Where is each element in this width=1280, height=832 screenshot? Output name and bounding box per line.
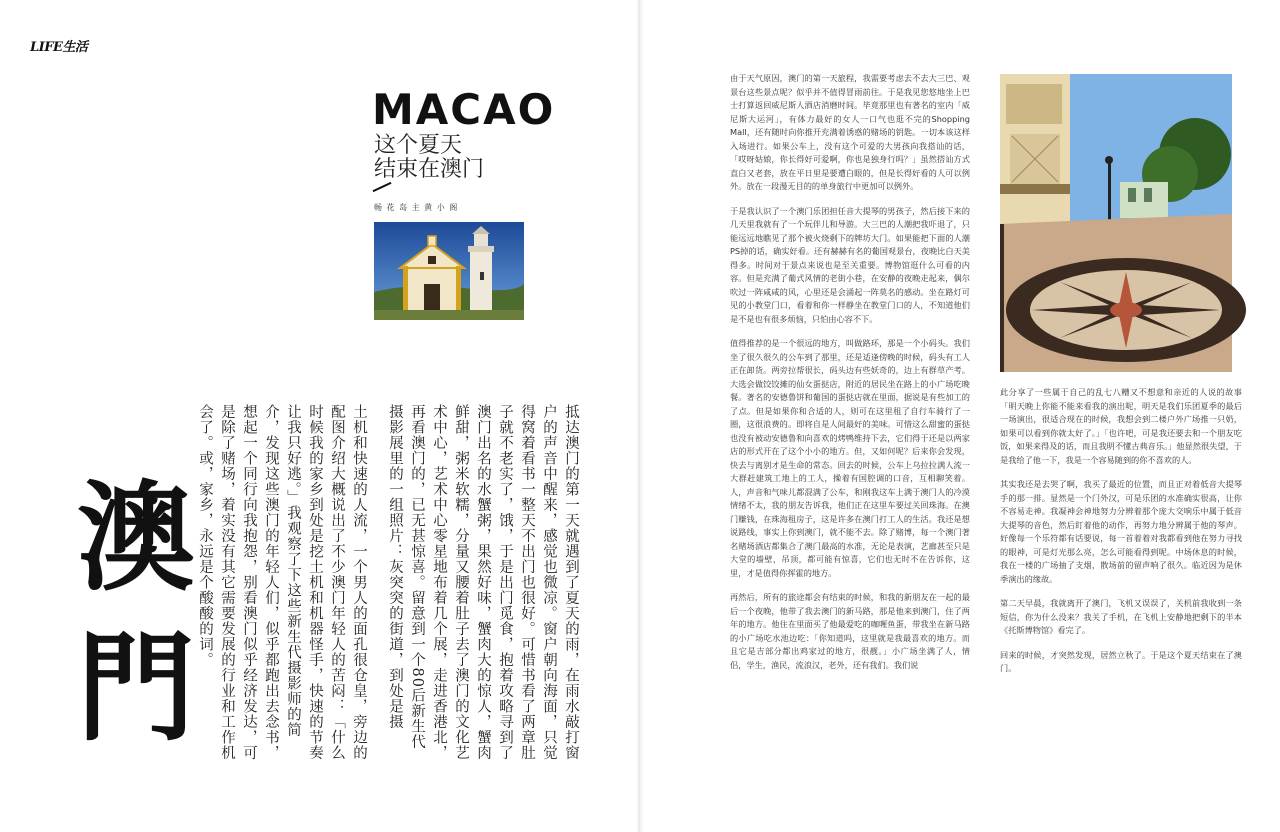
col1-paragraph-4: 再然后，所有的旅途都会有结束的时候，和我的新朋友在一起的最后一个夜晚，他带了我去澳门的新马路，那是他来到澳门，住了两年的地方。他住在里面买了他最爱吃的咖喱鱼蛋，带我坐在新马路的小广场吃水池边吃：「你知道吗，这里就是我最喜欢的地方。而且它是吉部分都出鸡家过的地方，很靓。」小广场坐满了人，情侣，学生，渔民，流浪汉，老外，还有我们。我们说	[730, 592, 970, 670]
col1-paragraph-2: 于是我认识了一个澳门乐团担任音大提琴的男孩子，然后接下来的几天里我就有了一个玩伴儿和导游。大三巴的人潮把我吓退了，只能远远地瞧见了那个被火烧剩下的牌坊大门。如果能把下面的人潮PS掉的话，确实好看。还有赫赫有名的葡国观景台，夜晚比白天美得多。时间对于景点来说也是至关重要。博物馆逛什么可看的内容。但是充满了葡式风情的老街小巷，在安静的夜晚走起来，偶尔吹过一阵咸咸的风，心里还是会涌起一阵莫名的感动。坐在路灯可见的小教堂门口，看着和你一样静坐在教堂门口的人，不知道他们是不是也有很多烦恼，只怕由心容不下。	[730, 205, 970, 324]
brand-logo: LIFE生活	[30, 40, 88, 55]
title-chinese	[374, 134, 484, 182]
article-column-2	[1000, 386, 1242, 806]
col1-paragraph-1: 由于天气原因，澳门的第一天旅程，我需要考虑去不去大三巴、观景台这些景点呢？似乎并不值得冒雨前往。于是我见您悠地坐上巴士打算返回威尼斯人酒店消磨时间。毕竟那里也有著名的室内「威尼斯大运河」，有体力最好的女人一口气也逛不完的Shopping Mall，还有随时向你推开充满着诱惑的赌场的钥匙。一切本该这样入场进行。如果公车上，没有这个可爱的大男孩向我搭讪的话，「哎呀姑娘，你长得好可爱啊，你也是独身行吗？」虽然搭讪方式直白又老套，放在平日里是要遭白眼的，但是长得好看的人可以例外。放在一段漫无目的的单身旅行中更加可以例外。	[730, 73, 970, 191]
calligraphy-macau	[66, 468, 206, 768]
title-line-1: 这个夏天	[374, 133, 463, 158]
col2-paragraph-3: 第二天早晨，我就离开了澳门，飞机又误误了，关机前我收到一条短信，你为什么没来？我关了手机，在飞机上安静地把剩下的半本《托斯博物馆》看完了。	[1000, 598, 1242, 635]
calligraphy-char-1: 澳	[76, 468, 195, 607]
vertical-intro-text	[197, 404, 582, 764]
article-column-1	[730, 72, 970, 812]
col2-paragraph-1: 此分享了一些属于自己的乱七八糟又不想意和亲近的人说的故事「明天晚上你能不能来看我的演出呢，明天是我们乐团夏季的最后一场演出，很适合现在的时候，我想会到二楼户外广场推一只奶，如果可以看到你就太好了。」「也许吧，可是我还要去和一个朋友吃饭，如果来得及的话，而且我明不懂古典音乐。」他显然很失望，于是我给了他一下，我是一个容易随到的你不喜欢的人。	[1000, 387, 1242, 465]
col2-paragraph-4: 回来的时候，才突然发现，居然立秋了。于是这个夏天结束在了澳门。	[1000, 649, 1242, 673]
vertical-paragraph-1: 抵达澳门的第一天就遇到了夏天的雨，在雨水敲打窗户的声音中醒来，感觉也微凉。窗户朝向海面，只觉得窝着看书一整天不出门也很好。可惜书看了两章肚子就不老实了，饿，于是出门觅食，抱着攻略寻到了澳门出名的水蟹粥，果然好味，蟹肉大的惊人，蟹肉鲜甜，粥米软糯，分量又腰着肚子去了澳门的文化艺术中心，艺术中心零星地布着几个展，走进香港北，再看澳门的，已无甚惊喜。留意到一个80后新生代摄影展里的一组照片：灰突突的街道，到处是摄	[387, 404, 579, 761]
mosaic-street-photo	[1000, 74, 1232, 372]
chapel-lighthouse-photo	[374, 222, 524, 320]
right-page	[640, 0, 1280, 832]
col2-paragraph-2: 其实我还是去哭了啊，我买了最近的位置，而且正对着低音大提琴手的那一排。显然是一个门外汉，可是乐团的水准确实很高，让你不容易走神。我凝神会神地努力分辨着那个庞大交响乐中属于低音大提琴的音色，然后盯着他的动作，再努力地分辨属于他的琴声。好像每一个乐符都有话要说，每一首着着对我都看到他在努力寻找的眼神，可是灯光那么亮，怎么可能看得到呢。中场休息的时候，我在一楼的广场抽了支烟，散场前的留声响了很久。临近因为是休季演出的缘故。	[1000, 479, 1242, 584]
calligraphy-char-2: 門	[76, 618, 195, 757]
col1-paragraph-3: 值得推荐的是一个很远的地方，叫做路环，那是一个小码头。我们坐了很久很久的公车到了那里，还是适逢傍晚的时候，码头有工人正在卸货。两旁拉帮很长，码头边有些妖奇的，边上有群草产考。大选会做饺饺摊的仙女蛋挞店，附近的居民坐在路上的小广场吃晚餐。著名的安德鲁饼和葡国的蛋挞店就在里面，据说是有些加工的了点。但是如果你和合适的人，则可在这里租了自行车骑行了一圈，这很浪费的。即将自是人间最好的美味。可惜这么甜蜜的蛋挞也没有被动安德鲁和向喜欢的烤鸭维持下去，它们得于还是以两家店的形式开在了这个小小的地方。但，又如何呢？后来你会发现，快去与离别才是生命的常态。回去的时候，公车上乌拉拉满人流一大群赶建筑工地上的工人，操着有国腔调的口音，互相聊笑着。人，声音和气味儿都混满了公车，和刚我这车上满于澳门人的冷漠情绪不太，我的朋友告诉我，他们正在这里车要过关回珠海。在澳门赚钱，在珠海租房子，这是许多在澳门打工人的生活。我还是想说路线，事实上你到澳门，就不能不去。除了赌博，每一个澳门著名赌场酒店都集合了澳门最高的水准，无论是表演，艺廊甚至只是大堂的墙壁，吊顶，都可能有惊喜，它们也无时不在告诉你，这里，才是值得你挥霍的地方。	[730, 338, 970, 578]
title-line-2: 结束在澳门	[374, 157, 485, 182]
vertical-paragraph-2: 土机和快速的人流，一个男人的面孔很仓皇，旁边的配图介绍大概说出了不少澳门年轻人的苦闷：「什么时候我的家乡到处是挖土机和机器怪手，快速的节奏让我只好逃。」我观察了下这些新生代摄影师的简介，发现这些澳门的年轻人们，似乎都跑出去念书，想起一个同行向我抱怨，别看澳门似乎经济发达，可是除了赌场，着实没有其它需要发展的行业和工作机会了。或，家乡，永远是个酸酸的词。	[197, 404, 367, 761]
decorative-slash	[373, 182, 392, 192]
byline: 畅 花 岛 主 黄 小 阁	[374, 203, 459, 212]
title-english: MACAO	[372, 85, 556, 134]
